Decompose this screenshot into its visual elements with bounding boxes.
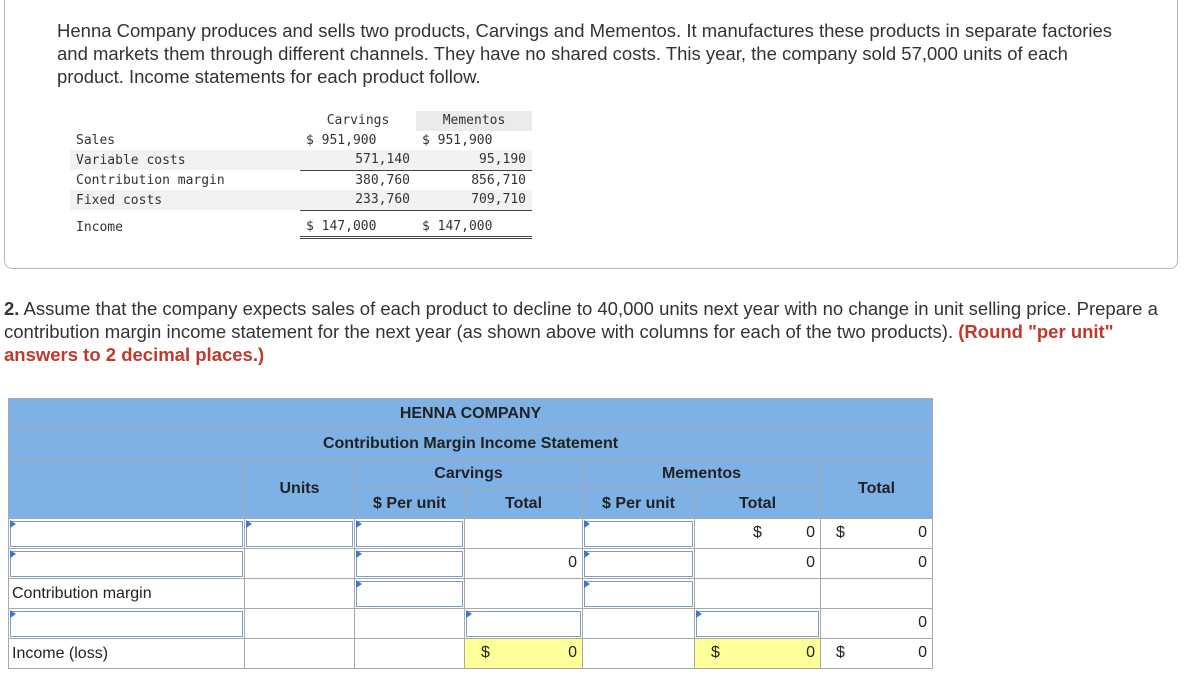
row2-mementos-per-unit-input[interactable] — [584, 551, 693, 577]
currency-symbol: $ — [711, 644, 720, 661]
total-header: Total — [821, 459, 933, 519]
row1-units-input[interactable] — [246, 521, 353, 547]
company-name-row — [9, 399, 933, 429]
income-mementos-total: $ 0 — [695, 639, 821, 669]
statement-row-variable-costs: Variable costs 571,140 95,190 — [70, 150, 532, 170]
row1-carvings-total — [465, 519, 583, 549]
mementos-per-unit-header: $ Per unit — [583, 489, 695, 519]
carvings-header: Carvings — [355, 459, 583, 489]
row4-label-dropdown[interactable] — [10, 611, 243, 637]
label-header — [9, 459, 245, 519]
row1-mementos-total: $ 0 — [695, 519, 821, 549]
row1-label-dropdown[interactable] — [10, 521, 243, 547]
statement-title: Contribution Margin Income Statement — [9, 429, 933, 459]
intro-text: Henna Company produces and sells two products, Carvings and Mementos. It manufactures these products in separate factories and markets them through different channels. They have no shared costs. This year, the company sold 57,000 units of each product. Income statements for each product follow. — [57, 20, 1113, 87]
worksheet-row-income — [9, 639, 933, 669]
income-carvings-total: $ 0 — [465, 639, 583, 669]
mementos-total-header: Total — [695, 489, 821, 519]
cm-mementos-per-unit-input[interactable] — [584, 581, 693, 607]
mementos-header: Mementos — [583, 459, 821, 489]
row1-carvings-per-unit-input[interactable] — [356, 521, 463, 547]
row2-mementos-total: 0 — [695, 549, 821, 579]
row2-carvings-total: 0 — [465, 549, 583, 579]
statement-row-sales: Sales $ 951,900 $ 951,900 — [76, 132, 493, 148]
worksheet-row-1 — [9, 519, 933, 549]
income-loss-label: Income (loss) — [9, 639, 245, 669]
question-number: 2. — [4, 298, 20, 319]
income-total: $ 0 — [821, 639, 933, 669]
row4-carvings-total-input[interactable] — [466, 611, 581, 637]
row4-mementos-total-input[interactable] — [696, 611, 819, 637]
income-statement-table — [70, 111, 532, 239]
company-name: HENNA COMPANY — [9, 399, 933, 429]
question-text — [4, 297, 1184, 366]
row1-total: $ 0 — [821, 519, 933, 549]
row2-label-dropdown[interactable] — [10, 551, 243, 577]
worksheet-row-4 — [9, 609, 933, 639]
cm-carvings-per-unit-input[interactable] — [356, 581, 463, 607]
rounding-note: (Round "per unit" answers to 2 decimal places.) — [4, 321, 1114, 365]
currency-symbol: $ — [836, 644, 845, 661]
header-row-1 — [9, 459, 933, 489]
statement-title-row — [9, 429, 933, 459]
row4-total: 0 — [821, 609, 933, 639]
statement-row-fixed-costs: Fixed costs 233,760 709,710 — [70, 190, 532, 210]
carvings-total-header: Total — [465, 489, 583, 519]
row2-units — [245, 549, 355, 579]
row2-total: 0 — [821, 549, 933, 579]
carvings-per-unit-header: $ Per unit — [355, 489, 465, 519]
statement-row-income: Income $ 147,000 $ 147,000 — [70, 217, 532, 238]
currency-symbol: $ — [836, 524, 845, 541]
statement-header-row — [70, 111, 532, 131]
units-header: Units — [245, 459, 355, 519]
worksheet-table — [8, 398, 933, 669]
col-carvings-header: Carvings — [326, 113, 390, 129]
currency-symbol: $ — [753, 524, 762, 541]
row2-carvings-per-unit-input[interactable] — [356, 551, 463, 577]
question-body: Assume that the company expects sales of each product to decline to 40,000 units next year with no change in unit selling price. Prepare a contribution margin income statement for the next year (as shown above with columns for each of the two products). — [4, 298, 1158, 342]
worksheet-row-2 — [9, 549, 933, 579]
worksheet-row-contribution-margin — [9, 579, 933, 609]
statement-row-contribution-margin: Contribution margin 380,760 856,710 — [76, 172, 526, 188]
currency-symbol: $ — [481, 644, 490, 661]
contribution-margin-label: Contribution margin — [9, 579, 245, 609]
col-mementos-header: Mementos — [416, 111, 532, 131]
row1-mementos-per-unit-input[interactable] — [584, 521, 693, 547]
